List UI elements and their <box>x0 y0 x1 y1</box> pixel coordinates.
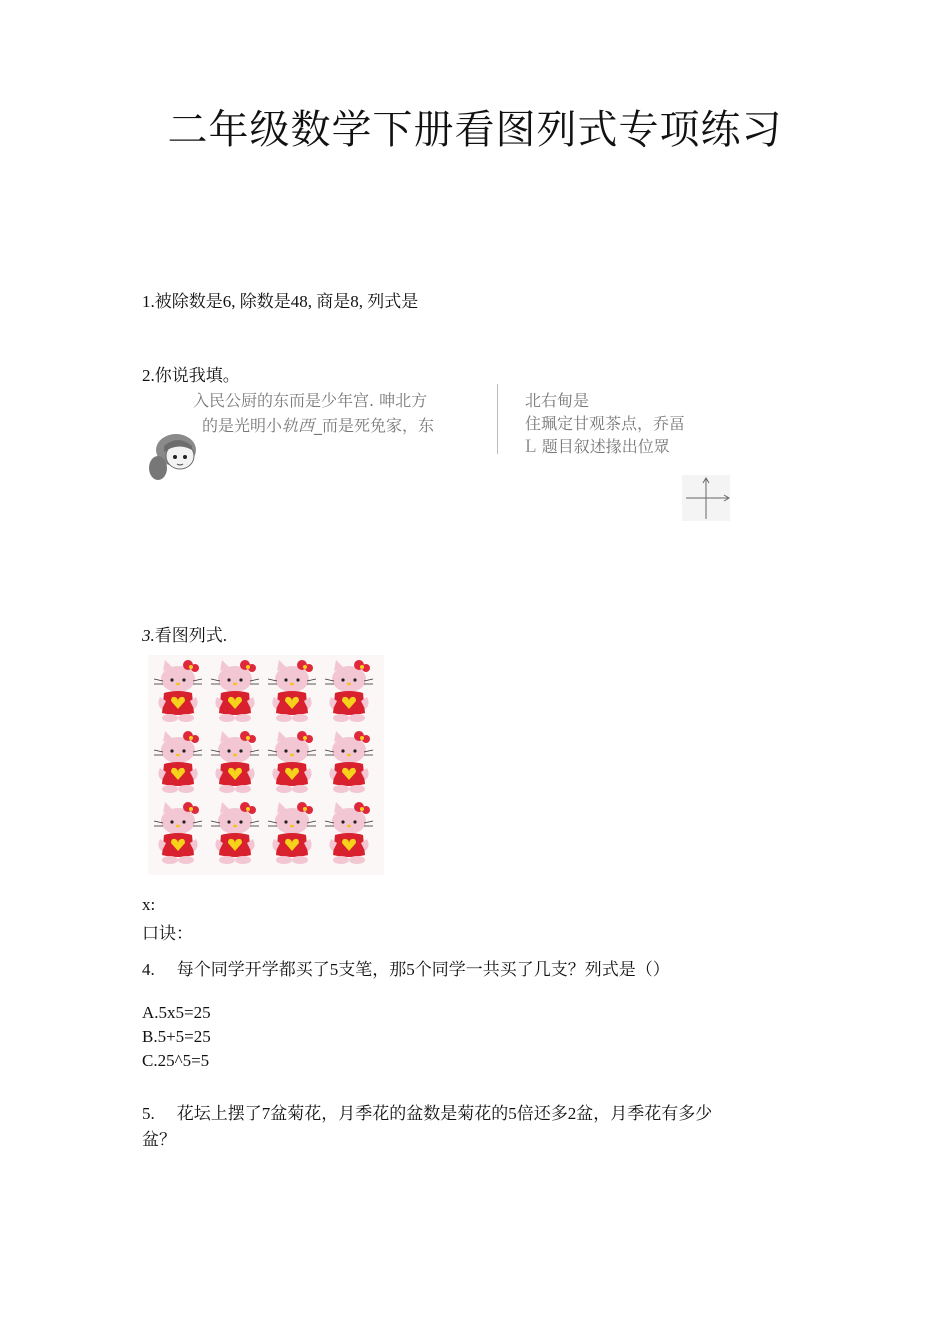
map-text-right-2: 住珮定甘观茶点，乔畐 <box>525 414 686 433</box>
kitty-figure <box>323 799 375 865</box>
option-a: A.5x5=25 <box>142 1003 211 1022</box>
kitty-figure <box>209 728 261 794</box>
kitty-figure <box>152 799 204 865</box>
kitty-picture-grid <box>148 655 384 875</box>
question-5-continued: 盆？ <box>142 1130 176 1149</box>
column-divider <box>497 384 498 454</box>
kitty-figure <box>209 657 261 723</box>
kitty-figure <box>152 728 204 794</box>
kitty-figure <box>266 799 318 865</box>
compass-cross-icon <box>682 475 730 521</box>
formula-label: x: <box>142 895 156 914</box>
girl-illustration <box>146 428 202 484</box>
map-text-right-3: L 题目叙述掾出位眾 <box>525 436 670 457</box>
kouju-label: 口诀： <box>142 924 193 943</box>
kitty-figure <box>266 657 318 723</box>
option-b: B.5+5=25 <box>142 1027 211 1046</box>
kitty-figure <box>266 728 318 794</box>
page-title: 二年级数学下册看图列式专项练习 <box>167 107 783 153</box>
kitty-figure <box>323 728 375 794</box>
map-text-right-1: 北右甸是 <box>525 391 590 410</box>
question-2-heading: 2.你说我填。 <box>142 366 240 385</box>
option-c: C.25^5=5 <box>142 1051 210 1070</box>
kitty-figure <box>323 657 375 723</box>
question-5: 5. 花坛上摆了7盆菊花，月季花的盆数是菊花的5倍还多2盆，月季花有多少 <box>142 1104 713 1123</box>
question-1: 1.被除数是6, 除数是48, 商是8, 列式是 <box>142 292 419 311</box>
map-text-left-2: 的是光明小轨西_而是死免家，东 <box>202 416 435 435</box>
map-text-left-1: 入民公厨的东而是少年宫. 呻北方 <box>193 391 428 410</box>
kitty-figure <box>209 799 261 865</box>
question-3-heading: 3.看图列式. <box>142 626 227 645</box>
kitty-figure <box>152 657 204 723</box>
question-4: 4. 每个同学开学都买了5支笔，那5个同学一共买了几支？列式是（） <box>142 960 670 979</box>
